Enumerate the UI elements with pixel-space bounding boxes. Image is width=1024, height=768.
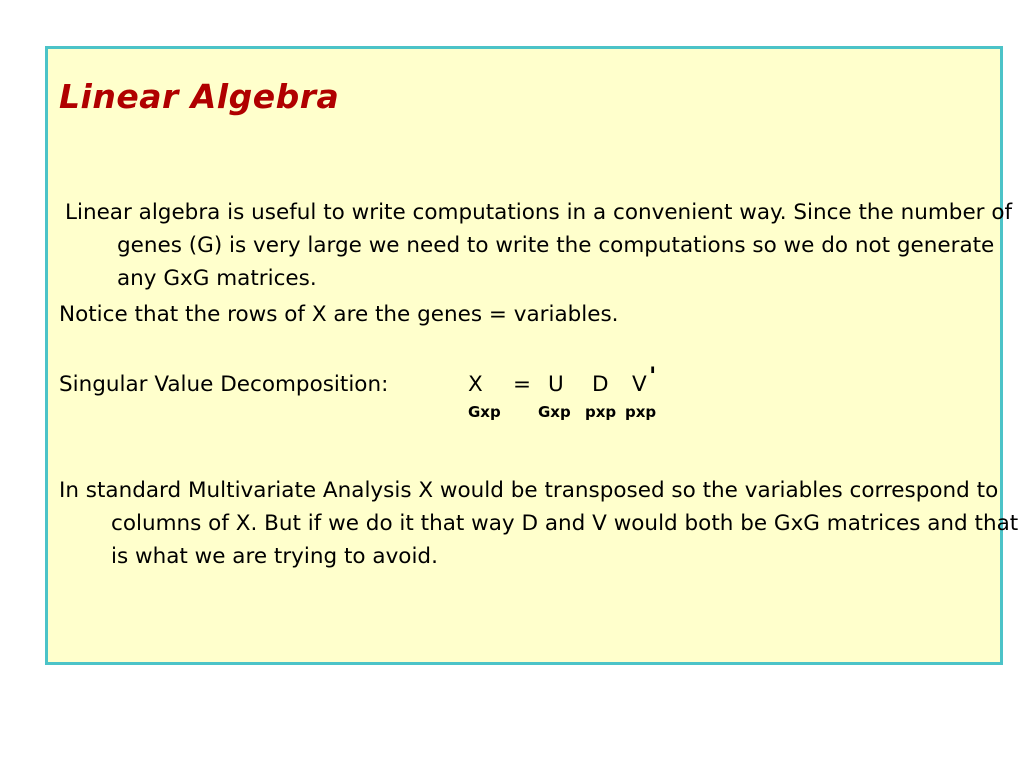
paragraph-multivariate: In standard Multivariate Analysis X would be transposed so the variables correspond to columns of X. But if we do it that way D and V would both be GxG matrices and that is what we are trying to avoid.: [59, 478, 1019, 569]
transpose-mark: ': [649, 362, 657, 390]
subscript-x: Gxp: [468, 403, 501, 421]
equals-sign: =: [513, 372, 532, 397]
slide-title: Linear Algebra: [59, 77, 340, 116]
subscript-u: Gxp: [538, 403, 571, 421]
matrix-v: V: [632, 372, 647, 397]
slide-panel: [45, 46, 1019, 665]
matrix-u: U: [548, 372, 564, 397]
matrix-d: D: [592, 372, 609, 397]
paragraph-linear-algebra: Linear algebra is useful to write computations in a convenient way. Since the number of genes (G) is very large we need to write the computations so we do not generate any GxG matrices.: [65, 200, 1013, 291]
subscript-d: pxp: [585, 403, 617, 421]
subscript-v: pxp: [625, 403, 657, 421]
matrix-x: X: [468, 372, 483, 397]
paragraph-rows-note: Notice that the rows of X are the genes = variables.: [59, 302, 619, 327]
svd-label: Singular Value Decomposition:: [59, 372, 389, 397]
